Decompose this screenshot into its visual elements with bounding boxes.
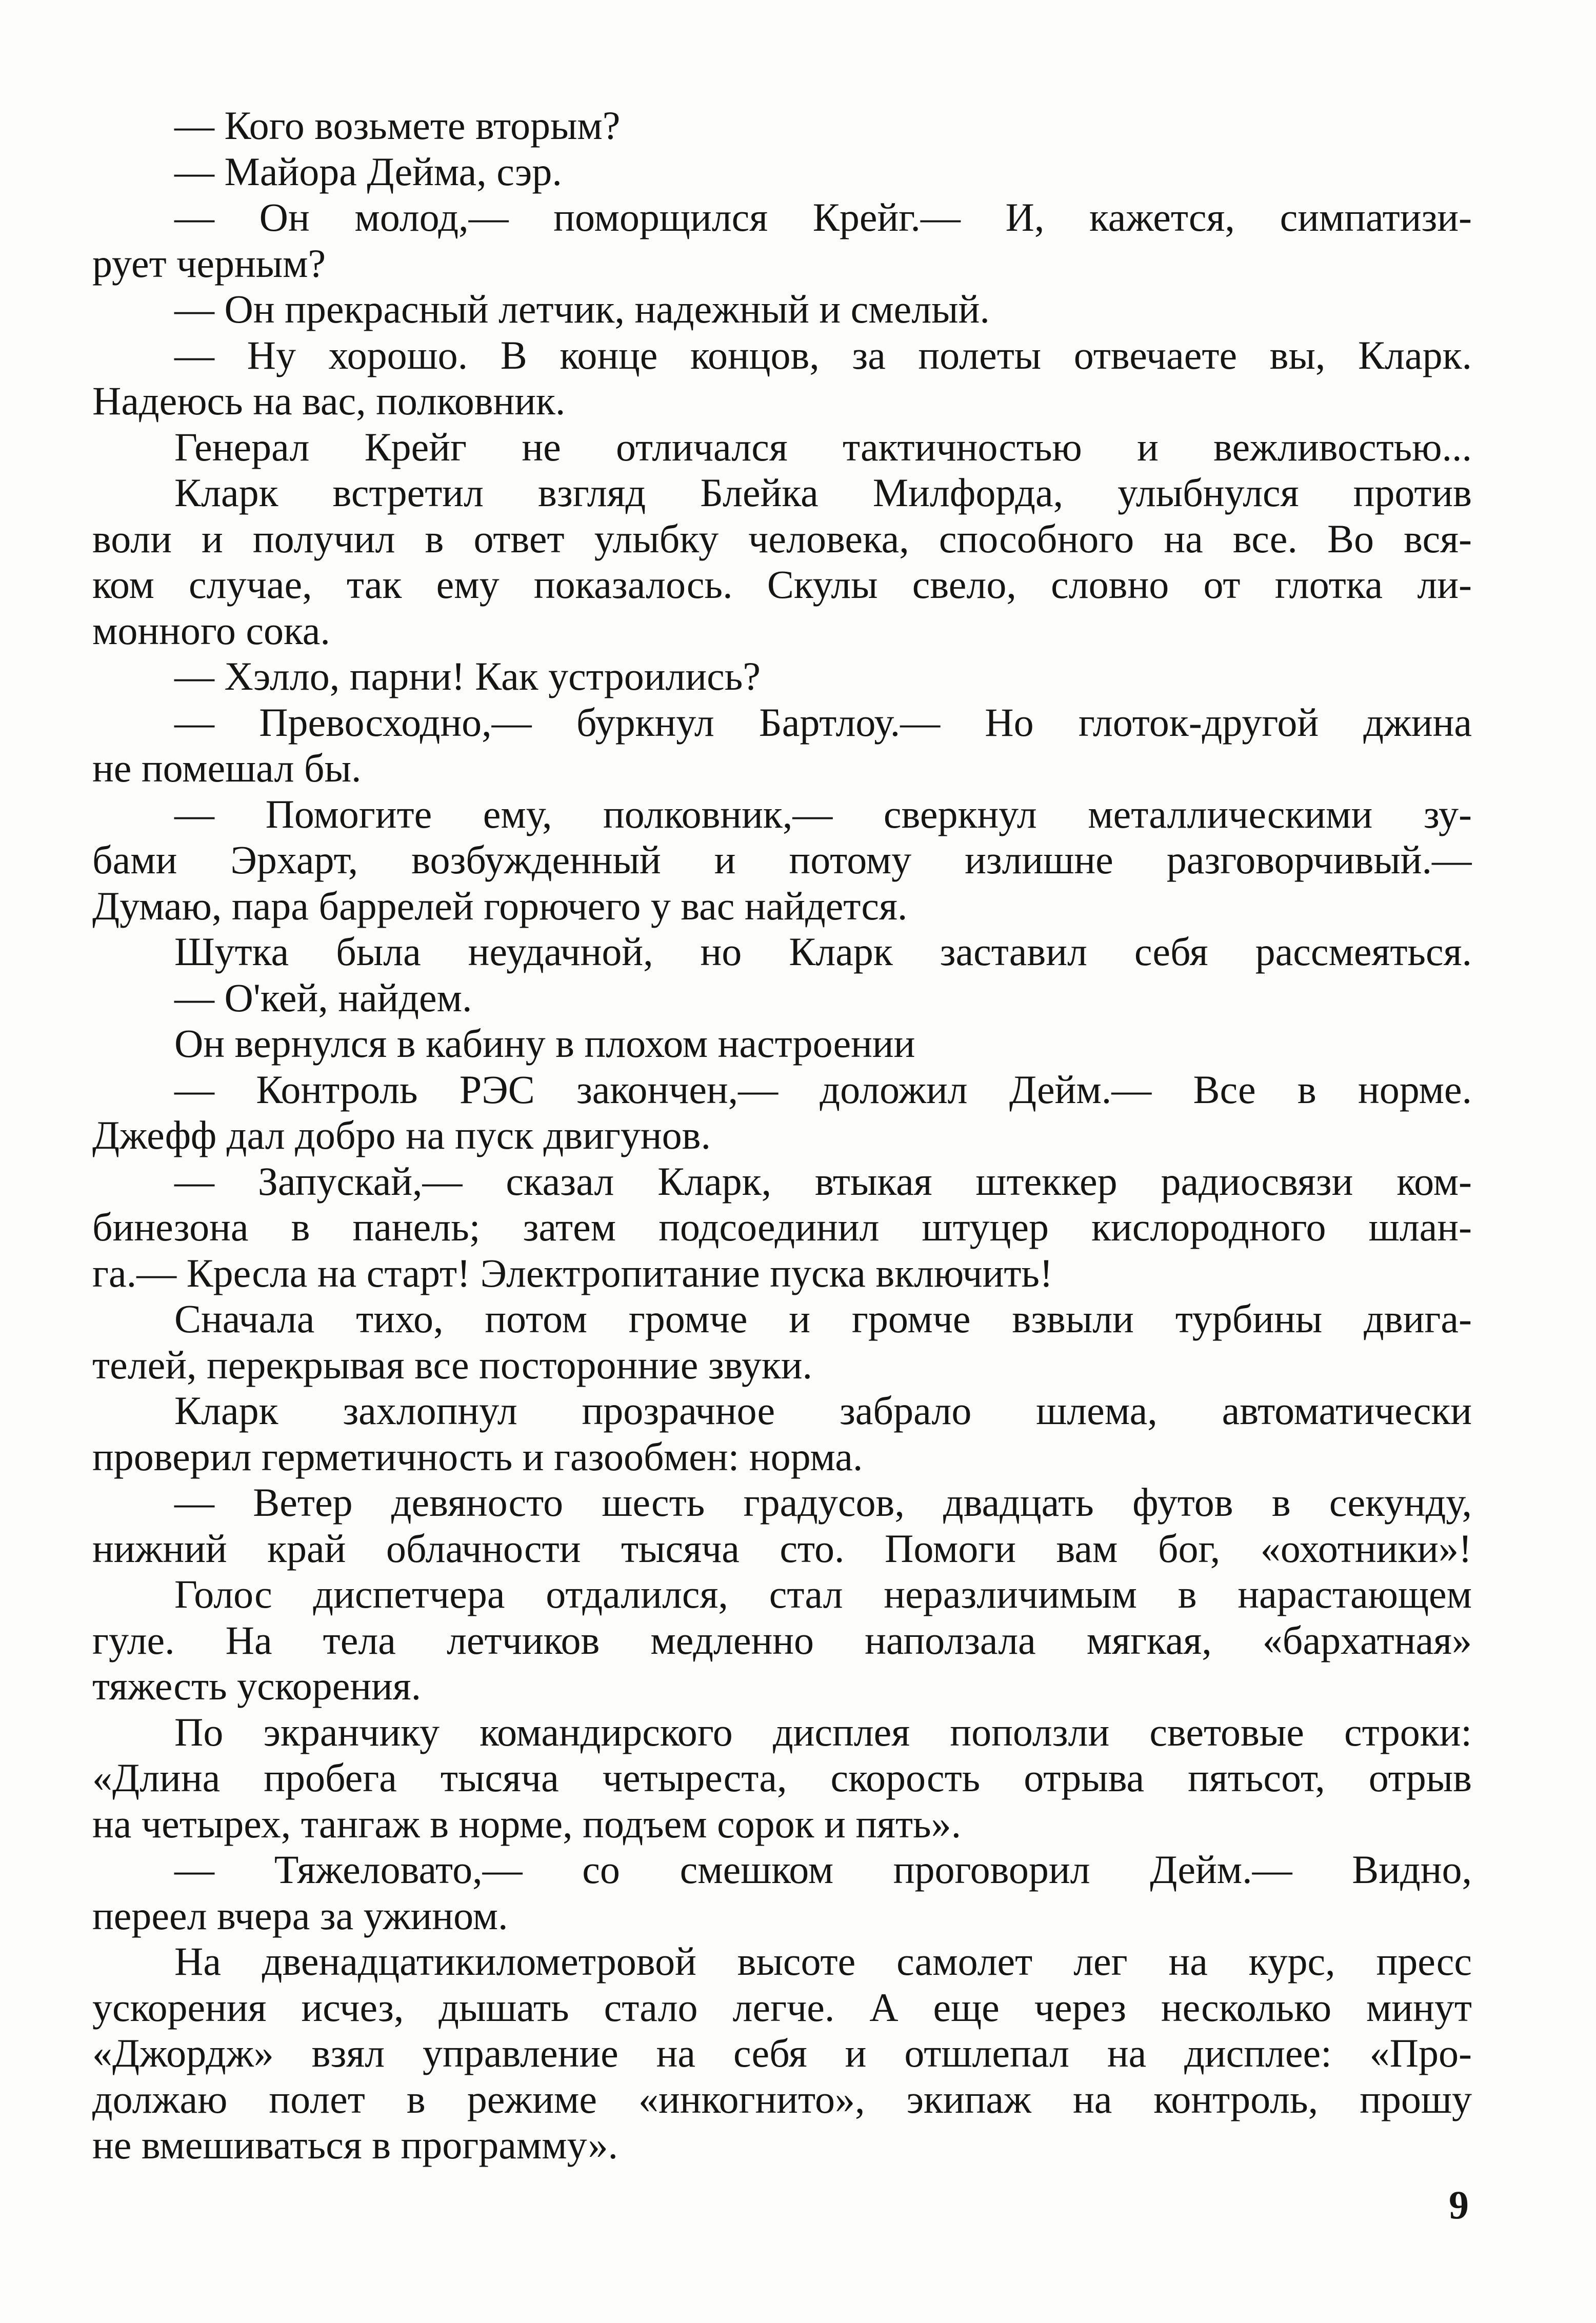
text-line: «Джордж» взял управление на себя и отшлепал на дисплее: «Про-: [92, 2031, 1472, 2075]
text-line: Сначала тихо, потом громче и громче взвыли турбины двига-: [174, 1296, 1472, 1341]
text-line: По экранчику командирского дисплея поползли световые строки:: [174, 1709, 1472, 1754]
text-line: — Помогите ему, полковник,— сверкнул металлическими зу-: [174, 791, 1472, 836]
text-line: ком случае, так ему показалось. Скулы свело, словно от глотка ли-: [92, 562, 1472, 607]
text-line: Джефф дал добро на пуск двигунов.: [92, 1113, 711, 1157]
text-line: ускорения исчез, дышать стало легче. А еще через несколько минут: [92, 1985, 1472, 2030]
text-line: На двенадцатикилометровой высоте самолет лег на курс, пресс: [174, 1939, 1472, 1984]
text-line: — Он прекрасный летчик, надежный и смелый.: [174, 287, 990, 331]
text-line: — Тяжеловато,— со смешком проговорил Дейм.— Видно,: [174, 1847, 1472, 1892]
text-line: Голос диспетчера отдалился, стал неразличимым в нарастающем: [174, 1572, 1472, 1616]
text-line: тяжесть ускорения.: [92, 1664, 422, 1708]
text-line: на четырех, тангаж в норме, подъем сорок и пять».: [92, 1801, 962, 1846]
text-line: Он вернулся в кабину в плохом настроении: [174, 1021, 915, 1066]
page-text: [92, 103, 1472, 2168]
page-number: 9: [1449, 2182, 1469, 2227]
text-line: воли и получил в ответ улыбку человека, способного на все. Во вся-: [92, 516, 1472, 561]
text-line: монного сока.: [92, 608, 330, 653]
text-line: бами Эрхарт, возбужденный и потому излишне разговорчивый.—: [92, 837, 1472, 882]
text-line: — Майора Дейма, сэр.: [174, 149, 562, 194]
text-line: — Контроль РЭС закончен,— доложил Дейм.— Все в норме.: [174, 1067, 1472, 1112]
text-line: Думаю, пара баррелей горючего у вас найдется.: [92, 883, 908, 928]
text-line: «Длина пробега тысяча четыреста, скорость отрыва пятьсот, отрыв: [92, 1755, 1472, 1800]
text-line: — Он молод,— поморщился Крейг.— И, кажется, симпатизи-: [174, 195, 1472, 239]
text-line: не вмешиваться в программу».: [92, 2122, 619, 2167]
text-line: га.— Кресла на старт! Электропитание пуска включить!: [92, 1250, 1053, 1295]
text-line: — Хэлло, парни! Как устроились?: [174, 654, 761, 698]
text-line: Кларк встретил взгляд Блейка Милфорда, улыбнулся против: [174, 470, 1472, 515]
text-line: телей, перекрывая все посторонние звуки.: [92, 1342, 812, 1387]
text-line: Генерал Крейг не отличался тактичностью и вежливостью...: [174, 424, 1472, 469]
text-line: Кларк захлопнул прозрачное забрало шлема, автоматически: [174, 1388, 1472, 1433]
text-line: — Запускай,— сказал Кларк, втыкая штеккер радиосвязи ком-: [174, 1158, 1472, 1204]
text-line: гуле. На тела летчиков медленно наползала мягкая, «бархатная»: [92, 1617, 1472, 1663]
text-line: должаю полет в режиме «инкогнито», экипаж на контроль, прошу: [92, 2076, 1472, 2121]
text-line: — Превосходно,— буркнул Бартлоу.— Но глоток-другой джина: [174, 699, 1472, 745]
text-line: нижний край облачности тысяча сто. Помоги вам бог, «охотники»!: [92, 1526, 1472, 1571]
text-line: Надеюсь на вас, полковник.: [92, 378, 566, 423]
text-line: рует черным?: [92, 241, 326, 286]
text-line: бинезона в панель; затем подсоединил штуцер кислородного шлан-: [92, 1205, 1472, 1249]
text-line: Шутка была неудачной, но Кларк заставил себя рассмеяться.: [174, 929, 1472, 974]
text-line: — Ветер девяносто шесть градусов, двадцать футов в секунду,: [174, 1480, 1472, 1525]
text-line: — Ну хорошо. В конце концов, за полеты отвечаете вы, Кларк.: [174, 332, 1472, 377]
text-line: не помешал бы.: [92, 746, 362, 790]
text-line: — О'кей, найдем.: [174, 975, 472, 1020]
text-line: — Кого возьмете вторым?: [174, 103, 621, 148]
text-line: переел вчера за ужином.: [92, 1893, 508, 1938]
text-line: проверил герметичность и газообмен: норма.: [92, 1434, 863, 1479]
